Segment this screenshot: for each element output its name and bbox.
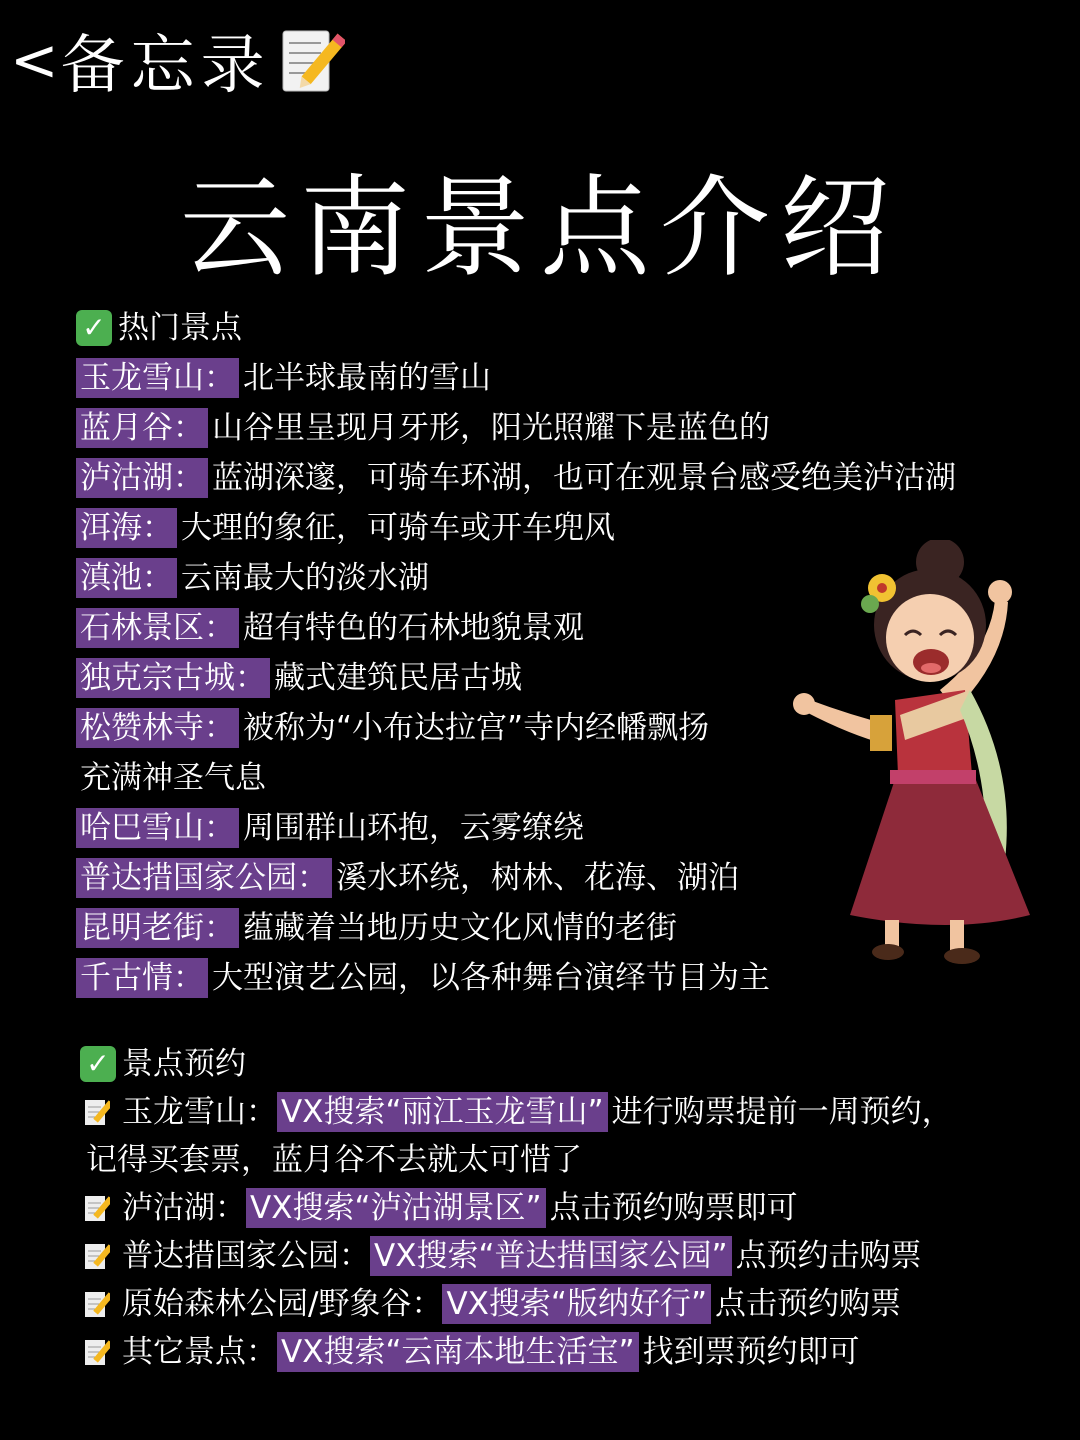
spot-desc: 周围群山环抱，云雾缭绕 bbox=[243, 810, 584, 846]
list-item bbox=[76, 808, 584, 848]
list-item-continuation bbox=[86, 1140, 582, 1180]
list-item bbox=[76, 608, 584, 648]
spot-name: 独克宗古城： bbox=[76, 658, 270, 698]
spot-desc: 超有特色的石林地貌景观 bbox=[243, 610, 584, 646]
list-item bbox=[84, 1092, 953, 1132]
note-icon bbox=[84, 1097, 110, 1127]
list-item bbox=[76, 458, 956, 498]
spot-desc: 蓝湖深邃，可骑车环湖，也可在观景台感受绝美泸沽湖 bbox=[212, 460, 956, 496]
section-heading-text: 景点预约 bbox=[122, 1046, 246, 1082]
spot-name: 松赞林寺： bbox=[76, 708, 239, 748]
page-title: 云南景点介绍 bbox=[180, 164, 900, 292]
list-item bbox=[76, 558, 429, 598]
section-heading-popular bbox=[76, 308, 242, 348]
spot-name: 滇池： bbox=[76, 558, 177, 598]
section-heading-text: 热门景点 bbox=[118, 310, 242, 346]
memo-icon bbox=[279, 25, 345, 95]
spot-desc: 被称为“小布达拉宫”寺内经幡飘扬 bbox=[243, 710, 710, 746]
spot-desc: 北半球最南的雪山 bbox=[243, 360, 491, 396]
list-item bbox=[84, 1236, 922, 1276]
list-item bbox=[76, 358, 491, 398]
top-bar bbox=[10, 18, 345, 102]
booking-label: 普达措国家公园： bbox=[122, 1238, 370, 1274]
note-icon bbox=[84, 1337, 110, 1367]
spot-desc: 充满神圣气息 bbox=[80, 760, 266, 796]
booking-note: 点预约击购票 bbox=[735, 1238, 922, 1274]
list-item bbox=[84, 1332, 860, 1372]
booking-note: 点击预约购票即可 bbox=[549, 1190, 798, 1226]
list-item bbox=[76, 958, 770, 998]
note-icon bbox=[84, 1289, 110, 1319]
spot-desc: 云南最大的淡水湖 bbox=[181, 560, 429, 596]
section-heading-booking bbox=[80, 1044, 246, 1084]
list-item bbox=[84, 1188, 798, 1228]
spot-desc: 蕴藏着当地历史文化风情的老街 bbox=[243, 910, 677, 946]
spot-desc: 山谷里呈现月牙形，阳光照耀下是蓝色的 bbox=[212, 410, 770, 446]
check-icon: ✓ bbox=[80, 1046, 116, 1082]
spot-name: 千古情： bbox=[76, 958, 208, 998]
booking-note: 进行购票提前一周预约， bbox=[611, 1094, 953, 1130]
booking-label: 其它景点： bbox=[122, 1334, 277, 1370]
spot-name: 玉龙雪山： bbox=[76, 358, 239, 398]
spot-name: 泸沽湖： bbox=[76, 458, 208, 498]
spot-name: 昆明老街： bbox=[76, 908, 239, 948]
list-item-continuation bbox=[80, 758, 266, 798]
booking-search: VX搜索“普达措国家公园” bbox=[370, 1236, 732, 1276]
booking-search: VX搜索“丽江玉龙雪山” bbox=[277, 1092, 608, 1132]
booking-search: VX搜索“泸沽湖景区” bbox=[246, 1188, 546, 1228]
app-title: 备忘录 bbox=[60, 29, 271, 103]
list-item bbox=[76, 658, 522, 698]
spot-desc: 大型演艺公园，以各种舞台演绎节目为主 bbox=[212, 960, 770, 996]
spot-name: 蓝月谷： bbox=[76, 408, 208, 448]
spot-name: 洱海： bbox=[76, 508, 177, 548]
dancer-illustration bbox=[790, 540, 1050, 980]
list-item bbox=[76, 858, 739, 898]
list-item bbox=[76, 508, 615, 548]
booking-note: 点击预约购票 bbox=[715, 1286, 902, 1322]
check-icon: ✓ bbox=[76, 310, 112, 346]
booking-note: 找到票预约即可 bbox=[642, 1334, 860, 1370]
note-icon bbox=[84, 1241, 110, 1271]
spot-name: 哈巴雪山： bbox=[76, 808, 239, 848]
list-item bbox=[76, 708, 709, 748]
booking-search: VX搜索“云南本地生活宝” bbox=[277, 1332, 639, 1372]
booking-label: 玉龙雪山： bbox=[122, 1094, 277, 1130]
spot-desc: 溪水环绕，树林、花海、湖泊 bbox=[336, 860, 739, 896]
list-item bbox=[76, 408, 770, 448]
booking-search: VX搜索“版纳好行” bbox=[442, 1284, 711, 1324]
spot-name: 普达措国家公园： bbox=[76, 858, 332, 898]
list-item bbox=[84, 1284, 901, 1324]
list-item bbox=[76, 908, 677, 948]
booking-label: 原始森林公园/野象谷： bbox=[122, 1286, 443, 1322]
spot-desc: 藏式建筑民居古城 bbox=[274, 660, 522, 696]
booking-note: 记得买套票，蓝月谷不去就太可惜了 bbox=[86, 1142, 582, 1178]
spot-name: 石林景区： bbox=[76, 608, 239, 648]
spot-desc: 大理的象征，可骑车或开车兜风 bbox=[181, 510, 615, 546]
booking-label: 泸沽湖： bbox=[122, 1190, 246, 1226]
note-icon bbox=[84, 1193, 110, 1223]
back-button[interactable]: < bbox=[10, 26, 59, 94]
